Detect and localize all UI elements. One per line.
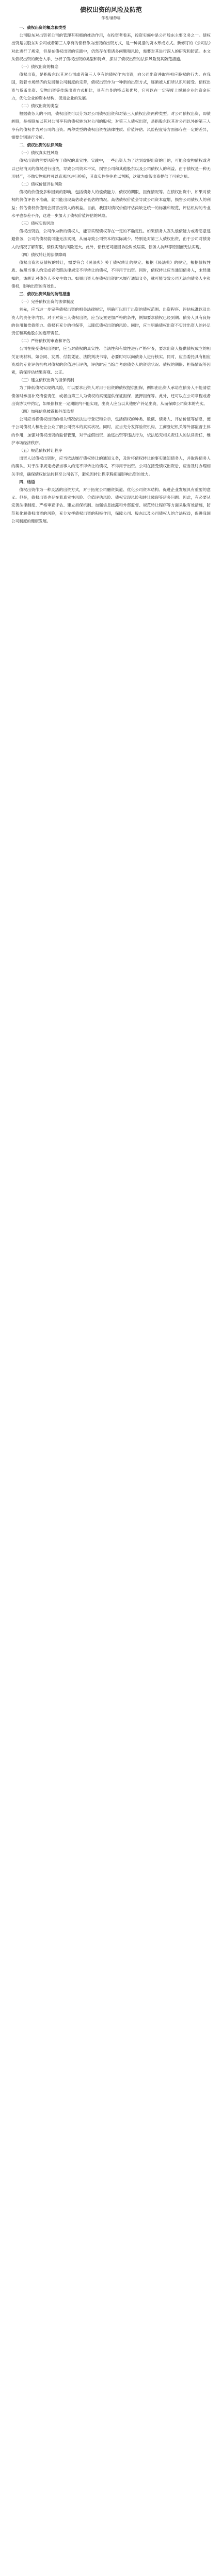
- section-heading: 三、债权出资风险的防范措施: [19, 291, 70, 296]
- article-paragraph: （四）债权转让的法律障碍: [19, 252, 67, 257]
- article-paragraph: 首先，应当进一步完善债权出资的相关法律规定，明确可以用于出资的债权范围、出资程序、评估标准以及出资人的责任等内容。对于对第三人债权出资，应当设置更加严格的条件，例如要求债权已经到期、债务人具有良好的信用和偿债能力、债权有充分的担保等，以降低债权出资的风险。同时，应当明确债权出资不实时出资人的补足责任和其他股东的连带责任。: [11, 307, 211, 335]
- section-heading: 二、债权出资的法律风险: [19, 143, 62, 148]
- article-paragraph: （二）债权价值评估风险: [19, 182, 62, 187]
- article-title: 债权出资的风险及防范: [80, 6, 142, 13]
- article-paragraph: 债权出资涉及债权的转让，需要符合《民法典》关于债权转让的规定。根据《民法典》的规定，根据债权性质、按照当事人约定或者依照法律规定不得转让的债权，不得用于出资。同时，债权转让应当通知债务人，未经通知的，该转让对债务人不发生效力。如果出资人在债权出资时未履行通知义务，就可能导致公司无法向债务人主张债权，影响出资的有效性。: [11, 260, 211, 289]
- article-paragraph: （一）债权真实性风险: [19, 150, 59, 156]
- article-paragraph: 为了降低债权实现的风险，可以要求出资人对用于出资的债权提供担保，例如由出资人承诺在债务人不能清偿债务时承担补充清偿责任，或者由第三人为债权的实现提供保证担保、抵押担保等。此外，还可以在公司章程或者出资协议中约定，如果债权在一定期限内不能实现，出资人应当以其他财产补足出资，从而保障公司资本的充实。: [11, 385, 211, 406]
- article-paragraph: （一）完善债权出资的法律制度: [19, 299, 74, 304]
- article-paragraph: 债权出资的首要风险在于债权的真实性。实践中，一些出资人为了达到虚假出资的目的，可能会虚构债权或者以已经消灭的债权进行出资，导致公司资本不实，损害公司和其他股东以及公司债权人的利益。由于债权是一种无形财产，不像实物那样可以直观地进行检验，其真实性往往难以判断，这就为虚假出资提供了可乘之机。: [11, 158, 211, 179]
- article-paragraph: 债权出资作为一种灵活的出资方式，对于拓宽公司融资渠道、优化公司资本结构、促进企业发展具有重要的意义。但是，债权出资也存在着真实性风险、价值评估风险、债权实现风险和转让障碍等诸多问题。因此，有必要从完善法律制度、严格审查评估、建立担保机制、加强信息披露和外部监督、规范转让程序等方面采取有效措施，防范和化解债权出资的风险，充分发挥债权出资的积极作用，保障公司、股东以及公司债权人的合法权益，促进我国公司制度的健康发展。: [11, 487, 211, 523]
- article-paragraph: 根据债务人的不同，债权出资可以分为对公司债权出资和对第三人债权出资两种类型。对公司债权出资，即债转股，是指股东以其对公司享有的债权转为对公司的股权；对第三人债权出资，是指股东以其对公司以外的第三人享有的债权作为对公司的出资。两种类型的债权出资在法律性质、价值评估、风险程度等方面都存在一定的差异，需要分别进行分析。: [11, 111, 211, 140]
- article-paragraph: （三）债权实现风险: [19, 221, 55, 226]
- article-paragraph: 公司股东对出资者公司的管理有积极的推动作用，在投资者看来，投资实施中是公司股东主要义务之一。债权出资是以股东对公司或者第三人享有的债权作为出资的出资方式，是一种灵活的资本形成方式。新修订的《公司法》对此进行了规定，但是在债权出资的实践中，仍然存在着诸多问题和风险，需要对其进行深入的研究和防范。本文从债权出资的概念入手，分析了债权出资的类型和特点，探讨了债权出资的法律风险及其防范措施。: [11, 33, 211, 61]
- article-paragraph: （二）债权出资的类型: [19, 104, 59, 109]
- article-paragraph: （三）建立债权出资的担保机制: [19, 378, 74, 383]
- article-paragraph: （一）债权出资的概念: [19, 64, 59, 70]
- article-paragraph: 债权的价值受多种因素的影响，包括债务人的偿债能力、债权的期限、担保情况等。在债权出资中，如果对债权的价值评估不准确，就可能出现高估或者低估的情况。高估债权价值会导致公司资本虚增，损害公司债权人的利益；低估债权价值则会损害出资人的利益。目前，我国对债权价值评估尚缺乏统一的标准和规范，评估机构的专业水平也参差不齐，这进一步加大了债权价值评估的风险。: [11, 190, 211, 218]
- article-paragraph: 债权出资，是指股东以其对公司或者第三人享有的债权作为出资，向公司出资并取得相应股权的行为。在我国，随着市场经济的发展和公司制度的完善，债权出资作为一种新的出资方式，逐渐被人们所认识和接受。债权出资与货币出资、实物出资等传统出资方式相比，具有自身的特点和优势，它可以在一定程度上缓解企业的资金压力，优化企业的资本结构，促进企业的发展。: [11, 72, 211, 100]
- section-heading: 四、结语: [19, 479, 35, 484]
- section-heading: 一、债权出资的概念和类型: [19, 25, 67, 30]
- article-paragraph: （四）加强信息披露和外部监督: [19, 409, 74, 414]
- article-paragraph: 公司应当将债权出资的相关情况依法进行登记和公示，包括债权的种类、数额、债务人、评估价值等信息，便于公司债权人和社会公众了解公司资本的真实状况。同时，应当充分发挥验资机构、工商登记机关等外部监督主体的作用，加强对债权出资的监督管理，对于虚假出资、抽逃出资等违法行为，依法追究相关责任人的法律责任，维护市场经济秩序。: [11, 417, 211, 445]
- article-paragraph: 出资人以债权出资时，应当依法履行债权转让的通知义务，及时将债权转让的事实通知债务人，并取得债务人的确认。对于法律规定或者当事人约定不得转让的债权，不得用于出资。公司在接受债权出资后，应当及时办理相关手续，确保债权依法转移至公司名下，避免因转让程序瑕疵而影响出资的效力。: [11, 456, 211, 477]
- article-paragraph: 债权出资后，公司作为新的债权人，能否实现债权存在一定的不确定性。如果债务人丧失偿债能力或者恶意逃避债务，公司的债权就可能无法实现，从而导致公司资本的实际减少。特别是对第三人债权出资，由于公司对债务人的情况了解有限，债权实现的风险更大。此外，债权还可能因诉讼时效届满、债务人抗辩等原因而无法实现。: [11, 229, 211, 249]
- article-paragraph: 公司在接受债权出资时，应当对债权的真实性、合法性和有效性进行严格审查，要求出资人提供债权成立的相关证明材料，如合同、发票、付款凭证、法院判决书等，必要时可以向债务人进行核实。同时，应当委托具有相应资质的专业评估机构对债权的价值进行评估，评估时应当综合考虑债务人的资信状况、债权的期限、担保情况等因素，确保评估结果客观、公正。: [11, 346, 211, 375]
- article-paragraph: （二）严格债权的审查和评估: [19, 338, 70, 344]
- article-paragraph: （五）规范债权转让程序: [19, 448, 62, 453]
- article-byline: 作者/潘静瑶: [101, 16, 121, 20]
